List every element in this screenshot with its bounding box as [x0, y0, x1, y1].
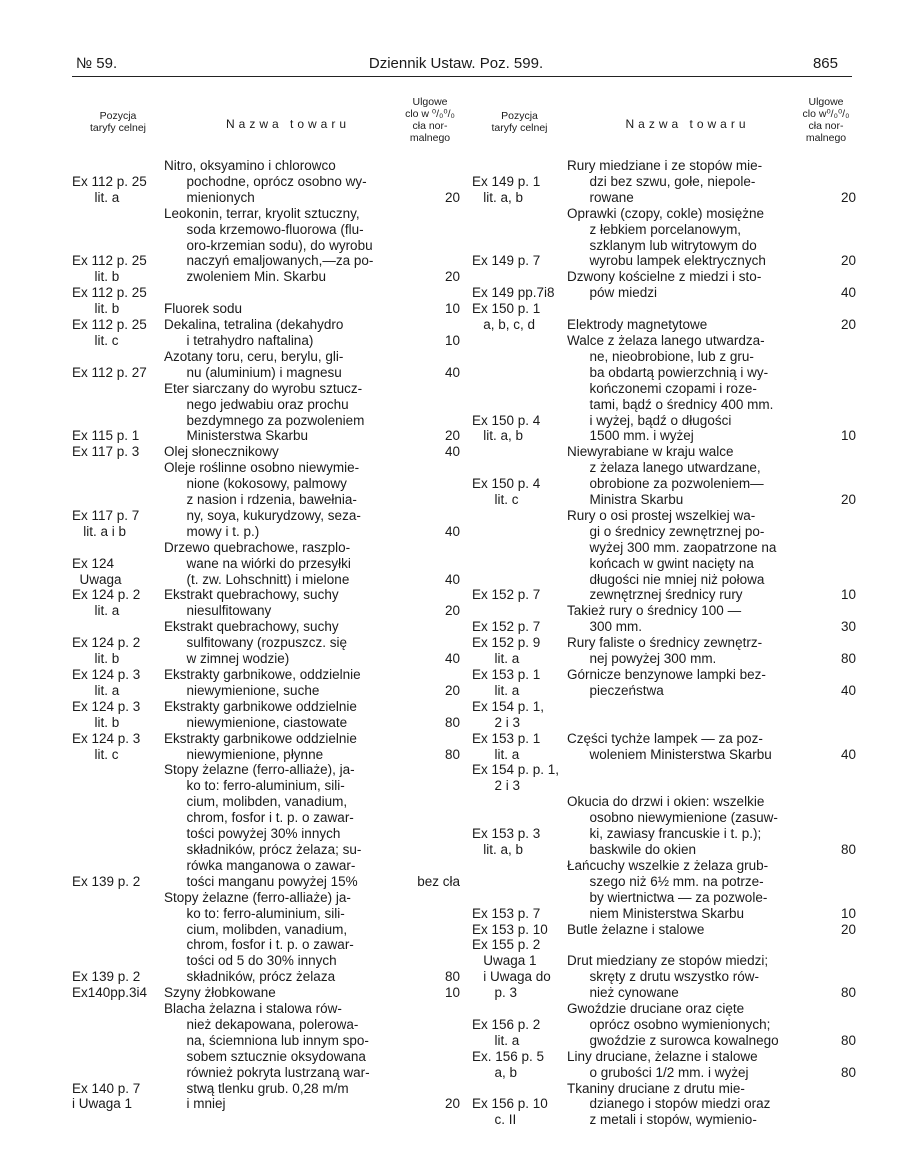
- table-row: [472, 333, 856, 444]
- rate-header: Ulgowe clo w ⁰/₀⁰/₀ cła nor- malnego: [405, 96, 455, 144]
- goods-description: Górnicze benzynowe lampki bez- pieczeństwa: [567, 667, 766, 698]
- table-row: [472, 444, 856, 508]
- table-row: [72, 699, 462, 731]
- goods-description: Leokonin, terrar, kryolit sztuczny, soda krzemowo-fluorowa (flu- oro-krzemian sodu), do wyrobu naczyń emaljowanych,—za po- zwoleniem Min. Skarbu: [164, 205, 374, 285]
- tariff-position: Ex 124 p. 3 lit. c: [72, 730, 141, 762]
- goods-description: Nitro, oksyamino i chlorowco pochodne, oprócz osobno wy- mienionych: [164, 158, 367, 205]
- tariff-position: Ex 153 p. 3 lit. a, b: [472, 826, 541, 857]
- table-row: [472, 269, 856, 301]
- left-table-header: [72, 96, 462, 158]
- tariff-position: Ex 149 p. 1 lit. a, b: [472, 173, 541, 205]
- tariff-position: Ex 156 p. 10 c. II: [472, 1096, 548, 1128]
- tariff-position: Ex 149 pp.7i8: [472, 285, 555, 301]
- duty-rate: 80: [840, 1064, 856, 1080]
- tariff-position: Ex 150 p. 4 lit. a, b: [472, 412, 541, 444]
- table-row: [72, 890, 462, 985]
- duty-rate: 40: [840, 285, 856, 301]
- goods-description: Stopy żelazne (ferro-alliaże) ja- ko to: ferro-aluminium, sili- cium, molibden, vanadium, chrom, fosfor i t. p. o zawar- tości od 5 do 30% innych składników, prócz żelaza: [164, 889, 354, 985]
- goods-description: Ekstrakt quebrachowy, suchy sulfitowany (rozpuszcz. się w zimnej wodzie): [164, 619, 348, 667]
- goods-description: Rury o osi prostej wszelkiej wa- gi o średnicy zewnętrznej po- wyżej 300 mm. zaopatrzone na końcach w gwint nacięty na długości nie mniej niż połowa zewnętrznej średnicy rury: [567, 507, 777, 603]
- duty-rate: 20: [444, 682, 460, 698]
- tariff-position: Ex 153 p. 1 lit. a: [472, 730, 541, 762]
- table-row: [472, 158, 856, 206]
- tariff-position: Ex 153 p. 7: [472, 905, 541, 921]
- goods-description: Drzewo quebrachowe, raszplo- wane na wiórki do przesyłki (t. zw. Lohschnitt) i mielone: [164, 539, 351, 587]
- tariff-position: Ex 139 p. 2: [72, 873, 141, 889]
- goods-description: Szyny żłobkowane: [164, 985, 276, 1001]
- duty-rate: 80: [444, 746, 460, 762]
- table-row: [72, 206, 462, 286]
- tariff-position: Ex 112 p. 27: [72, 364, 147, 380]
- table-row: [472, 1001, 856, 1049]
- goods-description: Liny druciane, żelazne i stalowe o grubości 1/2 mm. i wyżej: [567, 1048, 758, 1080]
- tariff-position: Ex 150 p. 4 lit. c: [472, 476, 541, 508]
- table-row: [472, 762, 856, 794]
- duty-rate: 20: [444, 189, 460, 205]
- table-row: [472, 731, 856, 763]
- goods-description: Ekstrakty garbnikowe, oddzielnie niewymienione, suche: [164, 667, 361, 698]
- goods-description: Elektrody magnetytowe: [567, 317, 708, 333]
- duty-rate: bez cła: [417, 873, 460, 889]
- goods-description: Łańcuchy wszelkie z żelaza grub- szego niż 6½ mm. na potrze- by wiertnictwa — za pozwole- niem Ministerstwa Skarbu: [567, 857, 769, 921]
- goods-description: Stopy żelazne (ferro-alliaże), ja- ko to: ferro-aluminium, sili- cium, molibden, vanadium, chrom, fosfor i t. p. o zawar- tości powyżej 30% innych składników, prócz żelaza; su- rówka manganowa o zawar- tości manganu powyżej 15%: [164, 762, 362, 889]
- duty-rate: 10: [444, 332, 460, 348]
- table-row: [72, 285, 462, 317]
- duty-rate: 40: [444, 651, 460, 667]
- table-row: [472, 794, 856, 858]
- tariff-position: Ex 139 p. 2: [72, 969, 141, 985]
- table-row: [72, 1001, 462, 1112]
- duty-rate: 40: [840, 746, 856, 762]
- goods-description: Rury faliste o średnicy zewnętrz- nej powyżej 300 mm.: [567, 635, 763, 667]
- right-column: [472, 96, 856, 1128]
- tariff-position: Ex 112 p. 25 lit. b: [72, 253, 147, 285]
- goods-description: Dekalina, tetralina (dekahydro i tetrahydro naftalina): [164, 317, 344, 348]
- table-row: [72, 540, 462, 588]
- tariff-position: Ex. 156 p. 5 a, b: [472, 1048, 545, 1080]
- table-row: [472, 699, 856, 731]
- table-row: [472, 301, 856, 333]
- duty-rate: 80: [840, 841, 856, 857]
- goods-description: Niewyrabiane w kraju walce z żelaza lanego utwardzane, obrobione za pozwoleniem— Ministra Skarbu: [567, 444, 764, 508]
- duty-rate: 20: [444, 603, 460, 619]
- tariff-position: Ex 112 p. 25 lit. a: [72, 173, 147, 205]
- tariff-position: Ex 112 p. 25 lit. b: [72, 285, 147, 317]
- goods-description: Ekstrakt quebrachowy, suchy niesulfitowany: [164, 587, 339, 619]
- tariff-position: Ex 153 p. 1 lit. a: [472, 667, 541, 698]
- tariff-position: Ex 112 p. 25 lit. c: [72, 317, 147, 348]
- tariff-position: Ex 124 p. 2 lit. b: [72, 635, 141, 667]
- duty-rate: 20: [840, 921, 856, 937]
- duty-rate: 40: [444, 364, 460, 380]
- table-row: [72, 349, 462, 381]
- duty-rate: 40: [444, 523, 460, 539]
- duty-rate: 40: [444, 444, 460, 460]
- right-table-body: [472, 158, 856, 1128]
- duty-rate: 20: [840, 492, 856, 508]
- journal-title: Dziennik Ustaw. Poz. 599.: [368, 55, 544, 72]
- goods-description: Dzwony kościelne z miedzi i sto- pów miedzi: [567, 269, 762, 301]
- goods-description: Oprawki (czopy, cokle) mosiężne z łebkiem porcelanowym, szklanym lub witrytowym do wyrobu lampek elektrycznych: [567, 205, 766, 269]
- goods-description: Gwoździe druciane oraz cięte oprócz osobno wymienionych; gwoździe z surowca kowalnego: [567, 1001, 779, 1048]
- table-row: [72, 317, 462, 349]
- goods-description: Tkaniny druciane z drutu mie- dzianego i stopów miedzi oraz z metali i stopów, wymienio-: [567, 1080, 771, 1128]
- goods-description: Walce z żelaza lanego utwardza- ne, nieobrobione, lub z gru- ba obdartą powierzchnią i wy- kończonemi czopami i roze- tami, bądź o średnicy 400 mm. i wyżej, bądź o długości 1500 mm. i wyżej: [567, 332, 774, 444]
- table-row: [472, 937, 856, 1001]
- name-header: Nazwa towaru: [625, 117, 750, 131]
- tariff-position: Ex 153 p. 10: [472, 921, 548, 937]
- goods-description: Eter siarczany do wyrobu sztucz- nego jedwabiu oraz prochu bezdymnego za pozwoleniem Ministerstwa Skarbu: [164, 380, 365, 444]
- table-row: [472, 1081, 856, 1129]
- duty-rate: 40: [840, 682, 856, 698]
- duty-rate: 20: [840, 189, 856, 205]
- tariff-position: Ex140pp.3i4: [72, 985, 148, 1001]
- table-row: [72, 762, 462, 889]
- duty-rate: 20: [444, 428, 460, 444]
- table-row: [472, 603, 856, 635]
- tariff-position: Ex 124 p. 3 lit. a: [72, 667, 141, 698]
- tariff-position: Ex 117 p. 7 lit. a i b: [72, 507, 140, 539]
- page-number: 865: [812, 55, 838, 72]
- duty-rate: 20: [444, 269, 460, 285]
- left-table-body: [72, 158, 462, 1112]
- goods-description: Fluorek sodu: [164, 301, 243, 317]
- duty-rate: 40: [444, 571, 460, 587]
- tariff-position: Ex 154 p. 1, 2 i 3: [472, 698, 545, 730]
- position-header: Pozycja taryfy celnej: [89, 110, 147, 134]
- duty-rate: 30: [840, 619, 856, 635]
- duty-rate: 20: [444, 1096, 460, 1112]
- duty-rate: 80: [444, 714, 460, 730]
- header-rule: [72, 76, 852, 77]
- goods-description: Drut miedziany ze stopów miedzi; skręty z drutu wszystko rów- nież cynowane: [567, 953, 769, 1001]
- tariff-position: Ex 156 p. 2 lit. a: [472, 1016, 541, 1048]
- duty-rate: 80: [840, 1032, 856, 1048]
- goods-description: Ekstrakty garbnikowe oddzielnie niewymienione, płynne: [164, 730, 357, 762]
- table-row: [472, 1049, 856, 1081]
- table-row: [72, 667, 462, 699]
- right-table-header: [472, 96, 856, 158]
- goods-description: Butle żelazne i stalowe: [567, 921, 705, 937]
- table-row: [72, 985, 462, 1001]
- duty-rate: 10: [444, 301, 460, 317]
- table-row: [72, 587, 462, 619]
- table-row: [472, 922, 856, 938]
- goods-description: Blacha żelazna i stalowa rów- nież dekapowana, polerowa- na, ściemniona lub innym spo- sobem sztucznie oksydowana również pokryta lustrzaną war- stwą tlenku grub. 0,28 m/m i mniej: [164, 1001, 370, 1112]
- tariff-position: Ex 149 p. 7: [472, 253, 541, 269]
- goods-description: Części tychże lampek — za poz- woleniem Ministerstwa Skarbu: [567, 730, 772, 762]
- table-row: [72, 731, 462, 763]
- goods-description: Rury miedziane i ze stopów mie- dzi bez szwu, gołe, niepole- rowane: [567, 158, 763, 205]
- duty-rate: 20: [840, 253, 856, 269]
- table-row: [472, 635, 856, 667]
- goods-description: Olej słonecznikowy: [164, 444, 279, 460]
- tariff-position: Ex 152 p. 7: [472, 587, 541, 603]
- table-row: [472, 508, 856, 603]
- goods-description: Oleje roślinne osobno niewymie- nione (kokosowy, palmowy z nasion i rdzenia, bawełnia- ny, soya, kukurydzowy, seza- mowy i t. p.): [164, 460, 361, 539]
- tariff-position: Ex 124 p. 2 lit. a: [72, 587, 141, 619]
- duty-rate: 80: [840, 985, 856, 1001]
- tariff-position: Ex 124 p. 3 lit. b: [72, 698, 141, 730]
- tariff-position: Ex 155 p. 2 Uwaga 1 i Uwaga do p. 3: [472, 937, 551, 1001]
- tariff-position: Ex 152 p. 7: [472, 619, 541, 635]
- goods-description: Takież rury o średnicy 100 — 300 mm.: [567, 603, 742, 635]
- tariff-position: Ex 117 p. 3: [72, 444, 140, 460]
- table-row: [472, 667, 856, 699]
- left-column: [72, 96, 462, 1112]
- table-row: [472, 206, 856, 270]
- table-row: [72, 444, 462, 460]
- table-row: [72, 619, 462, 667]
- table-row: [72, 158, 462, 206]
- tariff-position: Ex 124 Uwaga: [72, 555, 122, 587]
- table-row: [472, 858, 856, 922]
- tariff-position: Ex 152 p. 9 lit. a: [472, 635, 541, 667]
- table-row: [72, 460, 462, 540]
- goods-description: Okucia do drzwi i okien: wszelkie osobno niewymienione (zasuw- ki, zawiasy francuskie i t. p.); baskwile do okien: [567, 794, 778, 857]
- tariff-position: Ex 150 p. 1 a, b, c, d: [472, 301, 541, 333]
- duty-rate: 10: [840, 428, 856, 444]
- duty-rate: 10: [444, 985, 460, 1001]
- rate-header: Ulgowe clo w⁰/₀⁰/₀ cła nor- malnego: [802, 96, 850, 144]
- issue-number: № 59.: [76, 55, 118, 72]
- duty-rate: 20: [840, 317, 856, 333]
- duty-rate: 80: [840, 651, 856, 667]
- table-row: [72, 381, 462, 445]
- tariff-position: Ex 115 p. 1: [72, 428, 140, 444]
- tariff-position: Ex 154 p. p. 1, 2 i 3: [472, 762, 560, 794]
- name-header: Nazwa towaru: [225, 117, 351, 131]
- position-header: Pozycja taryfy celnej: [491, 110, 548, 134]
- duty-rate: 80: [444, 969, 460, 985]
- duty-rate: 10: [840, 587, 856, 603]
- goods-description: Ekstrakty garbnikowe oddzielnie niewymienione, ciastowate: [164, 698, 357, 730]
- tariff-position: Ex 140 p. 7 i Uwaga 1: [72, 1080, 141, 1112]
- goods-description: Azotany toru, ceru, berylu, gli- nu (aluminium) i magnesu: [164, 348, 344, 380]
- duty-rate: 10: [840, 905, 856, 921]
